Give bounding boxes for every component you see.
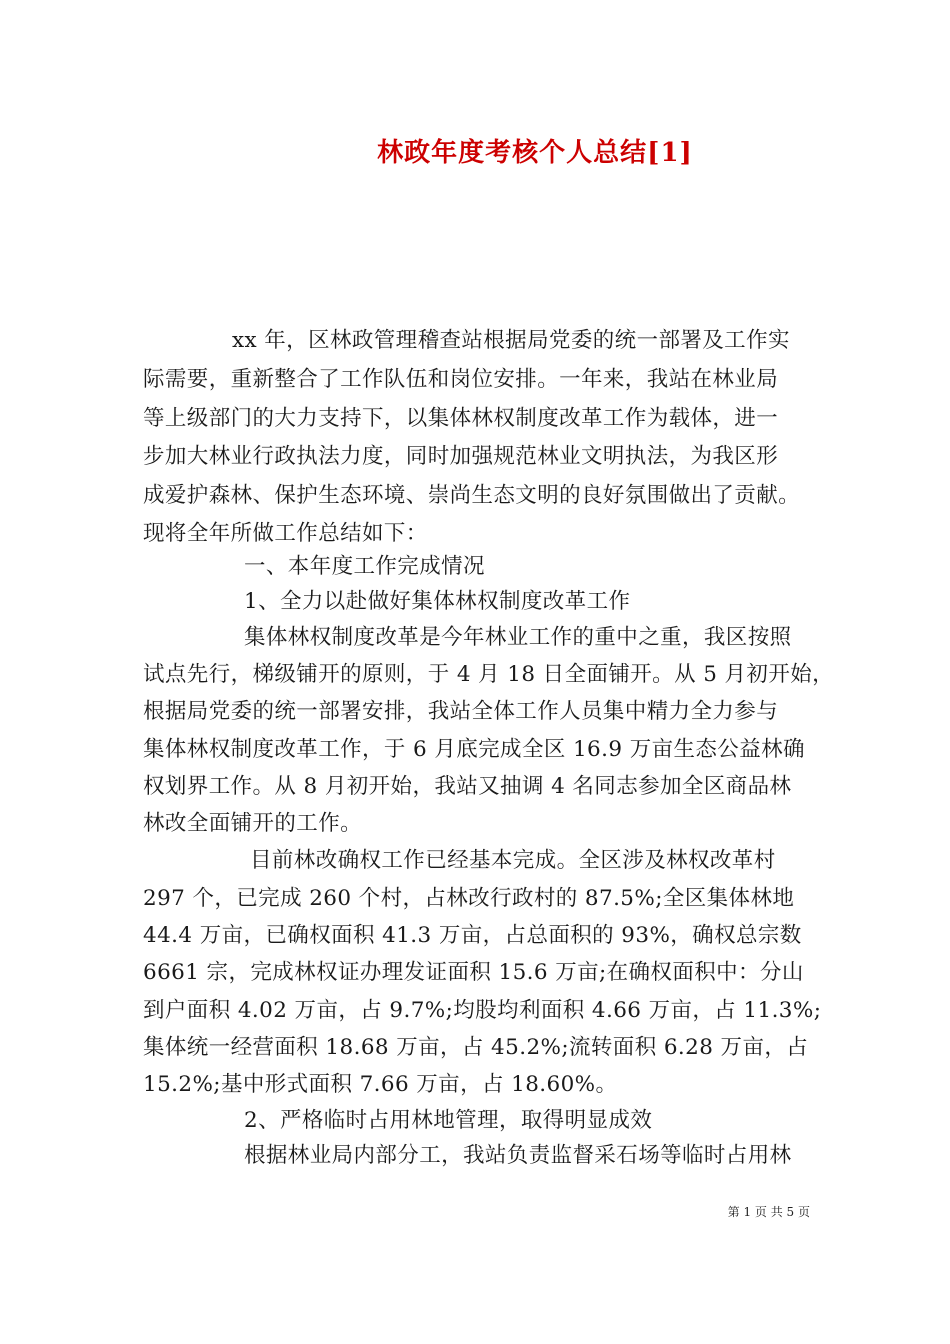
body-line: 等上级部门的大力支持下，以集体林权制度改革工作为载体，进一	[143, 406, 779, 431]
body-line: 根据局党委的统一部署安排，我站全体工作人员集中精力全力参与	[143, 699, 779, 724]
body-line: 集体林权制度改革工作，于 6 月底完成全区 16.9 万亩生态公益林确	[143, 737, 805, 762]
body-line: 目前林改确权工作已经基本完成。全区涉及林权改革村	[250, 848, 776, 873]
body-line: 权划界工作。从 8 月初开始，我站又抽调 4 名同志参加全区商品林	[143, 774, 792, 799]
body-line: 集体林权制度改革是今年林业工作的重中之重，我区按照	[244, 625, 792, 650]
subsection-heading: 2、严格临时占用林地管理，取得明显成效	[244, 1108, 653, 1133]
body-line: 44.4 万亩，已确权面积 41.3 万亩，占总面积的 93%，确权总宗数	[143, 923, 802, 948]
subsection-heading: 1、全力以赴做好集体林权制度改革工作	[244, 589, 631, 614]
page-footer: 第 1 页 共 5 页	[727, 1205, 810, 1219]
document-title: 林政年度考核个人总结[1]	[377, 138, 693, 168]
body-line: 根据林业局内部分工，我站负责监督采石场等临时占用林	[244, 1143, 792, 1168]
body-line: 现将全年所做工作总结如下：	[143, 521, 428, 546]
body-line: 15.2%;基中形式面积 7.66 万亩，占 18.60%。	[143, 1072, 618, 1097]
body-line: 集体统一经营面积 18.68 万亩，占 45.2%;流转面积 6.28 万亩，占	[143, 1035, 809, 1060]
body-line: 林改全面铺开的工作。	[143, 811, 363, 836]
section-heading: 一、本年度工作完成情况	[244, 554, 485, 579]
body-line: 297 个，已完成 260 个村，占林改行政村的 87.5%;全区集体林地	[143, 886, 795, 911]
body-line: xx 年，区林政管理稽查站根据局党委的统一部署及工作实	[232, 328, 790, 353]
body-line: 步加大林业行政执法力度，同时加强规范林业文明执法，为我区形	[143, 444, 779, 469]
body-line: 试点先行，梯级铺开的原则，于 4 月 18 日全面铺开。从 5 月初开始，	[143, 662, 835, 687]
body-line: 际需要，重新整合了工作队伍和岗位安排。一年来，我站在林业局	[143, 367, 779, 392]
body-line: 6661 宗，完成林权证办理发证面积 15.6 万亩;在确权面积中：分山	[143, 960, 804, 985]
body-line: 成爱护森林、保护生态环境、崇尚生态文明的良好氛围做出了贡献。	[143, 483, 801, 508]
body-line: 到户面积 4.02 万亩，占 9.7%;均股均利面积 4.66 万亩，占 11.3%;	[143, 998, 822, 1023]
